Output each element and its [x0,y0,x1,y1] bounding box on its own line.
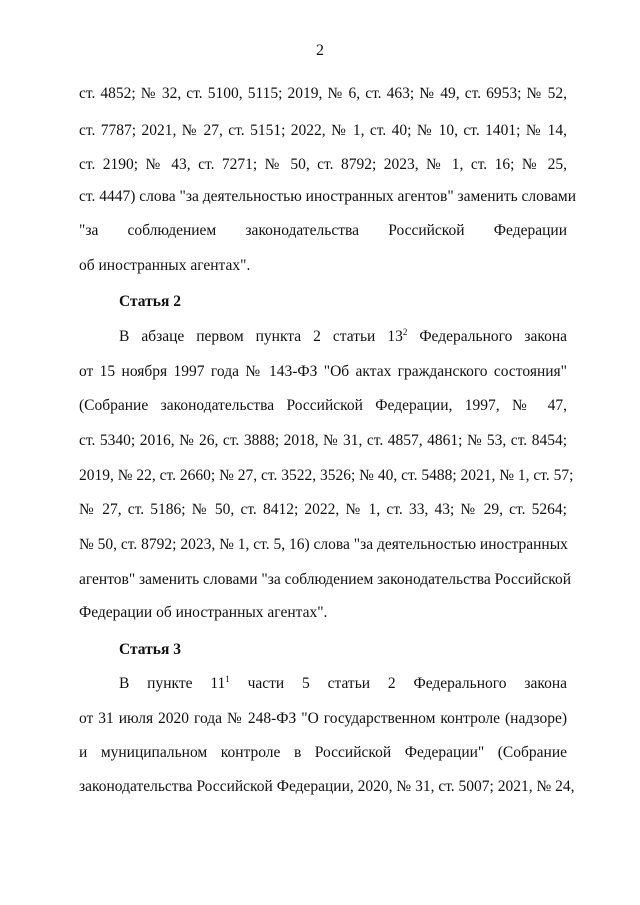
text-line: № 27, ст. 5186; № 50, ст. 8412; 2022, № 1, ст. 33, 43; № 29, ст. 5264; [79,501,567,518]
text-line: ст. 5340; 2016, № 26, ст. 3888; 2018, № 31, ст. 4857, 4861; № 53, ст. 8454; [79,432,567,449]
superscript: 2 [402,326,408,337]
text-line: В абзаце первом пункта 2 статьи $13^2$ Федерального закона [119,326,567,345]
text-line: об иностранных агентах". [79,257,251,274]
text-line: ст. 4852; № 32, ст. 5100, 5115; 2019, № 6, ст. 463; № 49, ст. 6953; № 52, [79,85,567,102]
text-line: законодательства Российской Федерации, 2020, № 31, ст. 5007; 2021, № 24, [79,778,575,795]
text-line: от 15 ноября 1997 года № 143-ФЗ "Об актах гражданского состояния" [79,363,567,380]
text-line: и муниципальном контроле в Российской Федерации" (Собрание [79,744,567,761]
article-2-heading: Статья 2 [119,293,181,310]
text-line: агентов" заменить словами "за соблюдением законодательства Российской [79,571,571,588]
page-number: 2 [316,42,324,59]
article-3-heading: Статья 3 [119,641,181,658]
text-line: 2019, № 22, ст. 2660; № 27, ст. 3522, 3526; № 40, ст. 5488; 2021, № 1, ст. 57; [79,467,574,484]
text-line: ст. 7787; 2021, № 27, ст. 5151; 2022, № 1, ст. 40; № 10, ст. 1401; № 14, [79,122,567,139]
text-line: Федерации об иностранных агентах". [79,604,328,621]
text-line: от 31 июля 2020 года № 248-ФЗ "О государственном контроле (надзоре) [79,710,567,727]
superscript: 1 [225,673,230,684]
text-line: № 50, ст. 8792; 2023, № 1, ст. 5, 16) слова "за деятельностью иностранных [79,536,568,553]
text-line: ст. 2190; № 43, ст. 7271; № 50, ст. 8792; 2023, № 1, ст. 16; № 25, [79,156,567,173]
text-line: ст. 4447) слова "за деятельностью иностранных агентов" заменить словами [79,188,577,205]
text-line: "за соблюдением законодательства Российской Федерации [79,222,567,239]
text-line: (Собрание законодательства Российской Федерации, 1997, № 47, [79,397,567,414]
text-line: В пункте $11^1$ части 5 статьи 2 Федерального закона [119,673,567,692]
